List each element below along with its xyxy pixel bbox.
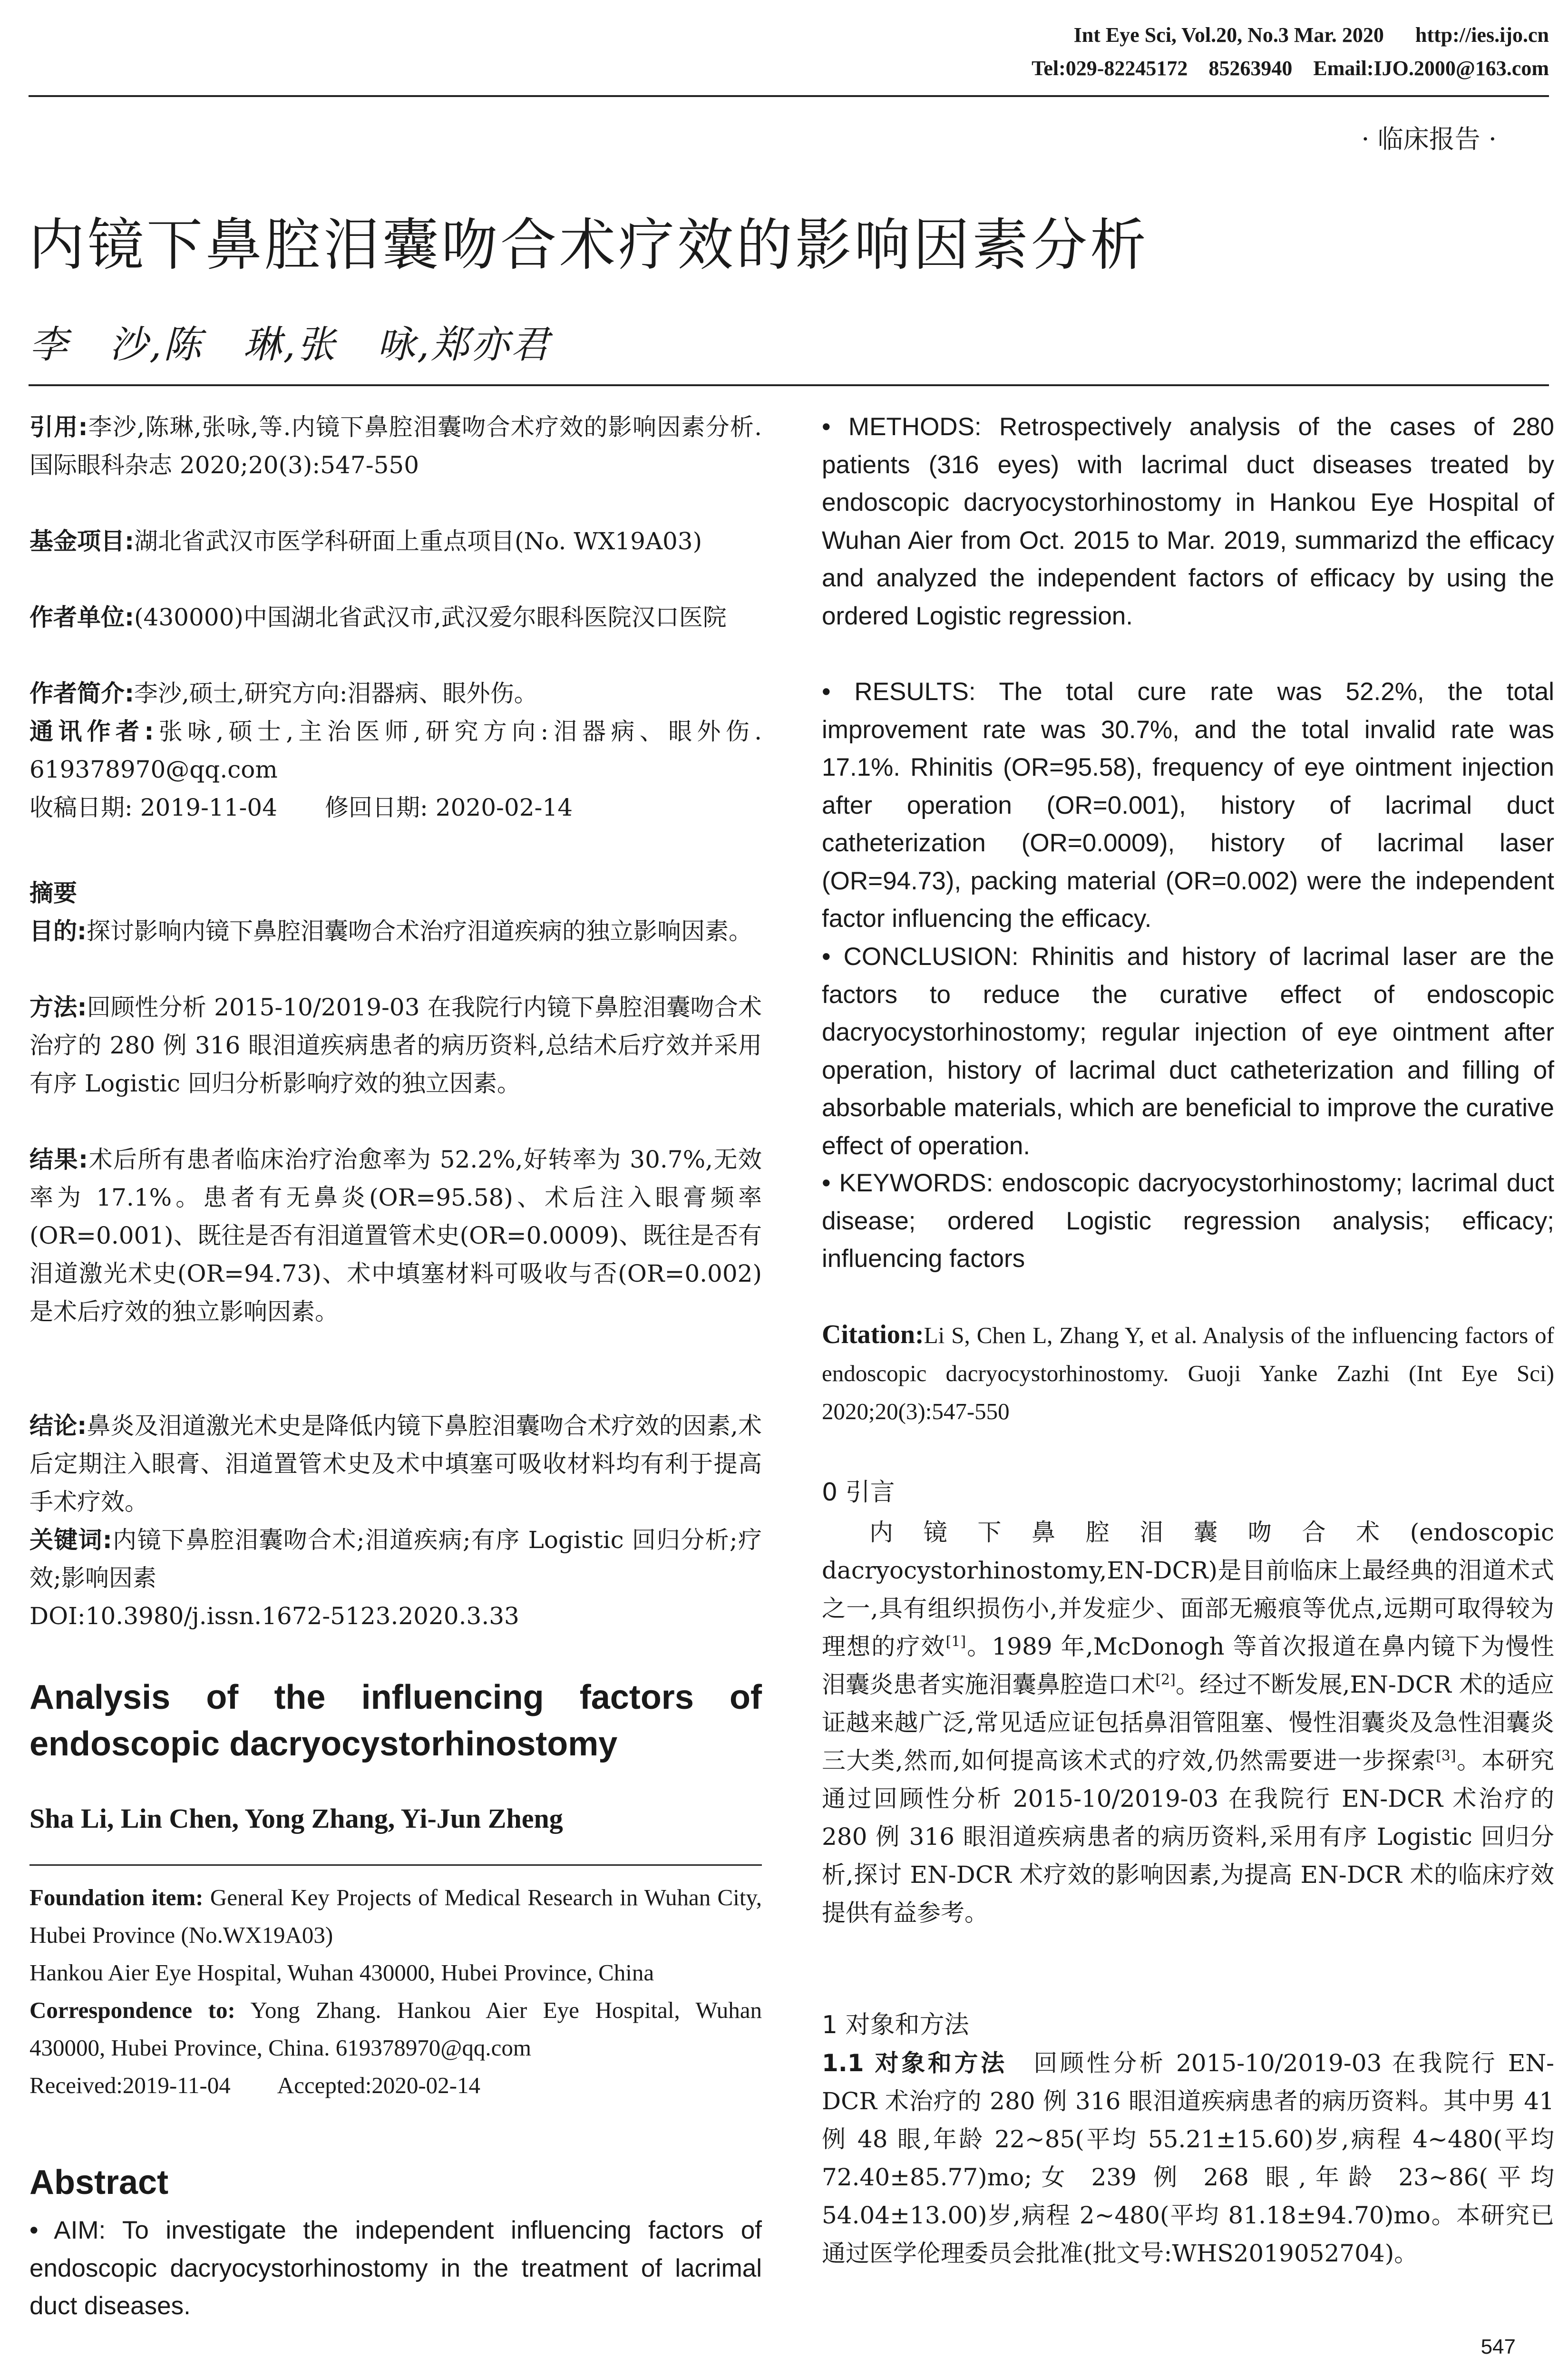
abstract-heading-cn: 摘要 bbox=[29, 879, 77, 907]
dates-cn: 收稿日期: 2019-11-04 修回日期: 2020-02-14 bbox=[29, 794, 573, 821]
keywords-cn: 关键词:内镜下鼻腔泪囊吻合术;泪道疾病;有序 Logistic 回归分析;疗效;影响因素 bbox=[29, 1526, 762, 1592]
abstract-conclusion-cn: 结论:鼻炎及泪道激光术史是降低内镜下鼻腔泪囊吻合术疗效的因素,术后定期注入眼膏、泪道置管术史及术中填塞可吸收材料均有利于提高手术疗效。 bbox=[29, 1412, 762, 1516]
citation-cn: 引用:李沙,陈琳,张咏,等.内镜下鼻腔泪囊吻合术疗效的影响因素分析.国际眼科杂志 2020;20(3):547-550 bbox=[29, 413, 762, 479]
journal-header-line2: Tel:029-82245172 85263940 Email:IJO.2000@163.com bbox=[1032, 57, 1549, 80]
intro-paragraph: 内镜下鼻腔泪囊吻合术(endoscopic dacryocystorhinostomy,EN-DCR)是目前临床上最经典的泪道术式之一,具有组织损伤小,并发症少、面部无瘢痕等优点,远期可取得较为理想的疗效[1]。1989 年,McDonogh 等首次报道在鼻内镜下为慢性泪囊炎患者实施泪囊鼻腔造口术[2]。经过不断发展,EN-DCR 术的适应证越来越广泛,常见适应证包括鼻泪管阻塞、慢性泪囊炎及急性泪囊炎三大类,然而,如何提高该术式的疗效,仍然需要进一步探索[3]。本研究通过回顾性分析 2015-10/2019-03 在我院行 EN-DCR 术治疗的 280 例 316 眼泪道疾病患者的病历资料,采用有序 Logistic 回归分析,探讨 EN-DCR 术疗效的影响因素,为提高 EN-DCR 术的临床疗效提供有益参考。 bbox=[822, 1519, 1555, 1927]
journal-header-line1: Int Eye Sci, Vol.20, No.3 Mar. 2020 http://ies.ijo.cn bbox=[1073, 23, 1549, 47]
header-rule bbox=[29, 95, 1549, 97]
doi: DOI:10.3980/j.issn.1672-5123.2020.3.33 bbox=[29, 1602, 519, 1630]
abstract-aim-cn: 目的:探讨影响内镜下鼻腔泪囊吻合术治疗泪道疾病的独立影响因素。 bbox=[29, 917, 752, 945]
page-number: 547 bbox=[1480, 2335, 1516, 2358]
foundation-item-en: Foundation item: General Key Projects of Medical Research in Wuhan City, Hubei Province (No.WX19A03) bbox=[29, 1884, 762, 1948]
abstract-results-en: • RESULTS: The total cure rate was 52.2%, the total improvement rate was 30.7%, and the total invalid rate was 17.1%. Rhinitis (OR=95.58), frequency of eye ointment injection after operation (OR=0.001), history of lacrimal duct catheterization (OR=0.0009), history of lacrimal laser (OR=94.73), packing material (OR=0.002) were the independent factor influencing the efficacy. bbox=[822, 678, 1554, 933]
affiliation-en: Hankou Aier Eye Hospital, Wuhan 430000, Hubei Province, China bbox=[29, 1959, 654, 1986]
abstract-result-cn: 结果:术后所有患者临床治疗治愈率为 52.2%,好转率为 30.7%,无效率为 17.1%。患者有无鼻炎(OR=95.58)、术后注入眼膏频率(OR=0.001)、既往是否有泪道置管术史(OR=0.0009)、既往是否有泪道激光术史(OR=94.73)、术中填塞材料可吸收与否(OR=0.002)是术后疗效的独立影响因素。 bbox=[29, 1146, 762, 1325]
section-tag: · 临床报告 · bbox=[1361, 124, 1497, 154]
authors-cn: 李 沙,陈 琳,张 咏,郑亦君 bbox=[29, 322, 551, 367]
abstract-methods-en: • METHODS: Retrospectively analysis of the cases of 280 patients (316 eyes) with lacrimal duct diseases treated by endoscopic dacryocystorhinostomy in Hankou Eye Hospital of Wuhan Aier from Oct. 2015 to Mar. 2019, summarizd the efficacy and analyzed the independent factors of efficacy by using the ordered Logistic regression. bbox=[822, 413, 1554, 630]
intro-heading: 0 引言 bbox=[822, 1478, 895, 1507]
author-unit: 作者单位:(430000)中国湖北省武汉市,武汉爱尔眼科医院汉口医院 bbox=[29, 604, 727, 631]
author-bio: 作者简介:李沙,硕士,研究方向:泪器病、眼外伤。 bbox=[29, 680, 538, 707]
abstract-conclusion-en: • CONCLUSION: Rhinitis and history of lacrimal laser are the factors to reduce the curative effect of endoscopic dacryocystorhinostomy; regular injection of eye ointment after operation, history of lacrimal duct catheterization and filling of absorbable materials, which are beneficial to improve the curative effect of operation. bbox=[822, 943, 1554, 1160]
authors-en-rule bbox=[29, 1864, 762, 1866]
section-1-heading: 1 对象和方法 bbox=[822, 2011, 969, 2039]
paper-title-cn: 内镜下鼻腔泪囊吻合术疗效的影响因素分析 bbox=[29, 212, 1149, 278]
fund-info: 基金项目:湖北省武汉市医学科研面上重点项目(No. WX19A03) bbox=[29, 527, 702, 555]
paper-title-en: Analysis of the influencing factors of endoscopic dacryocystorhinostomy bbox=[29, 1678, 762, 1763]
received-accepted-en: Received:2019-11-04 Accepted:2020-02-14 bbox=[29, 2072, 480, 2098]
citation-en: Citation:Li S, Chen L, Zhang Y, et al. Analysis of the influencing factors of endoscopic dacryocystorhinostomy. Guoji Yanke Zazhi (Int Eye Sci) 2020;20(3):547-550 bbox=[822, 1320, 1554, 1424]
correspondence-en: Correspondence to: Yong Zhang. Hankou Aier Eye Hospital, Wuhan 430000, Hubei Province, China. 619378970@qq.com bbox=[29, 1997, 762, 2061]
abstract-method-cn: 方法:回顾性分析 2015-10/2019-03 在我院行内镜下鼻腔泪囊吻合术治疗的 280 例 316 眼泪道疾病患者的病历资料,总结术后疗效并采用有序 Logistic 回归分析影响疗效的独立因素。 bbox=[29, 994, 762, 1097]
abstract-heading-en: Abstract bbox=[29, 2163, 169, 2202]
corresponding-author: 通讯作者:张咏,硕士,主治医师,研究方向:泪器病、眼外伤. 619378970@qq.com bbox=[29, 718, 762, 783]
authors-rule bbox=[29, 384, 1549, 386]
section-1-1: 1.1 对象和方法 回顾性分析 2015-10/2019-03 在我院行 EN-DCR 术治疗的 280 例 316 眼泪道疾病患者的病历资料。其中男 41 例 48 眼,年龄 22~85(平均 55.21±15.60)岁,病程 4~480(平均 72.40±85.77)mo;女 239 例 268 眼,年龄 23~86(平均 54.04±13.00)岁,病程 2~480(平均 81.18±94.70)mo。本研究已通过医学伦理委员会批准(批文号:WHS2019052704)。 bbox=[822, 2049, 1554, 2267]
abstract-aim-en: • AIM: To investigate the independent influencing factors of endoscopic dacryocystorhinostomy in the treatment of lacrimal duct diseases. bbox=[29, 2216, 762, 2320]
authors-en: Sha Li, Lin Chen, Yong Zhang, Yi-Jun Zheng bbox=[29, 1803, 563, 1834]
abstract-keywords-en: • KEYWORDS: endoscopic dacryocystorhinostomy; lacrimal duct disease; ordered Logistic regression analysis; efficacy; influencing factors bbox=[822, 1169, 1554, 1273]
